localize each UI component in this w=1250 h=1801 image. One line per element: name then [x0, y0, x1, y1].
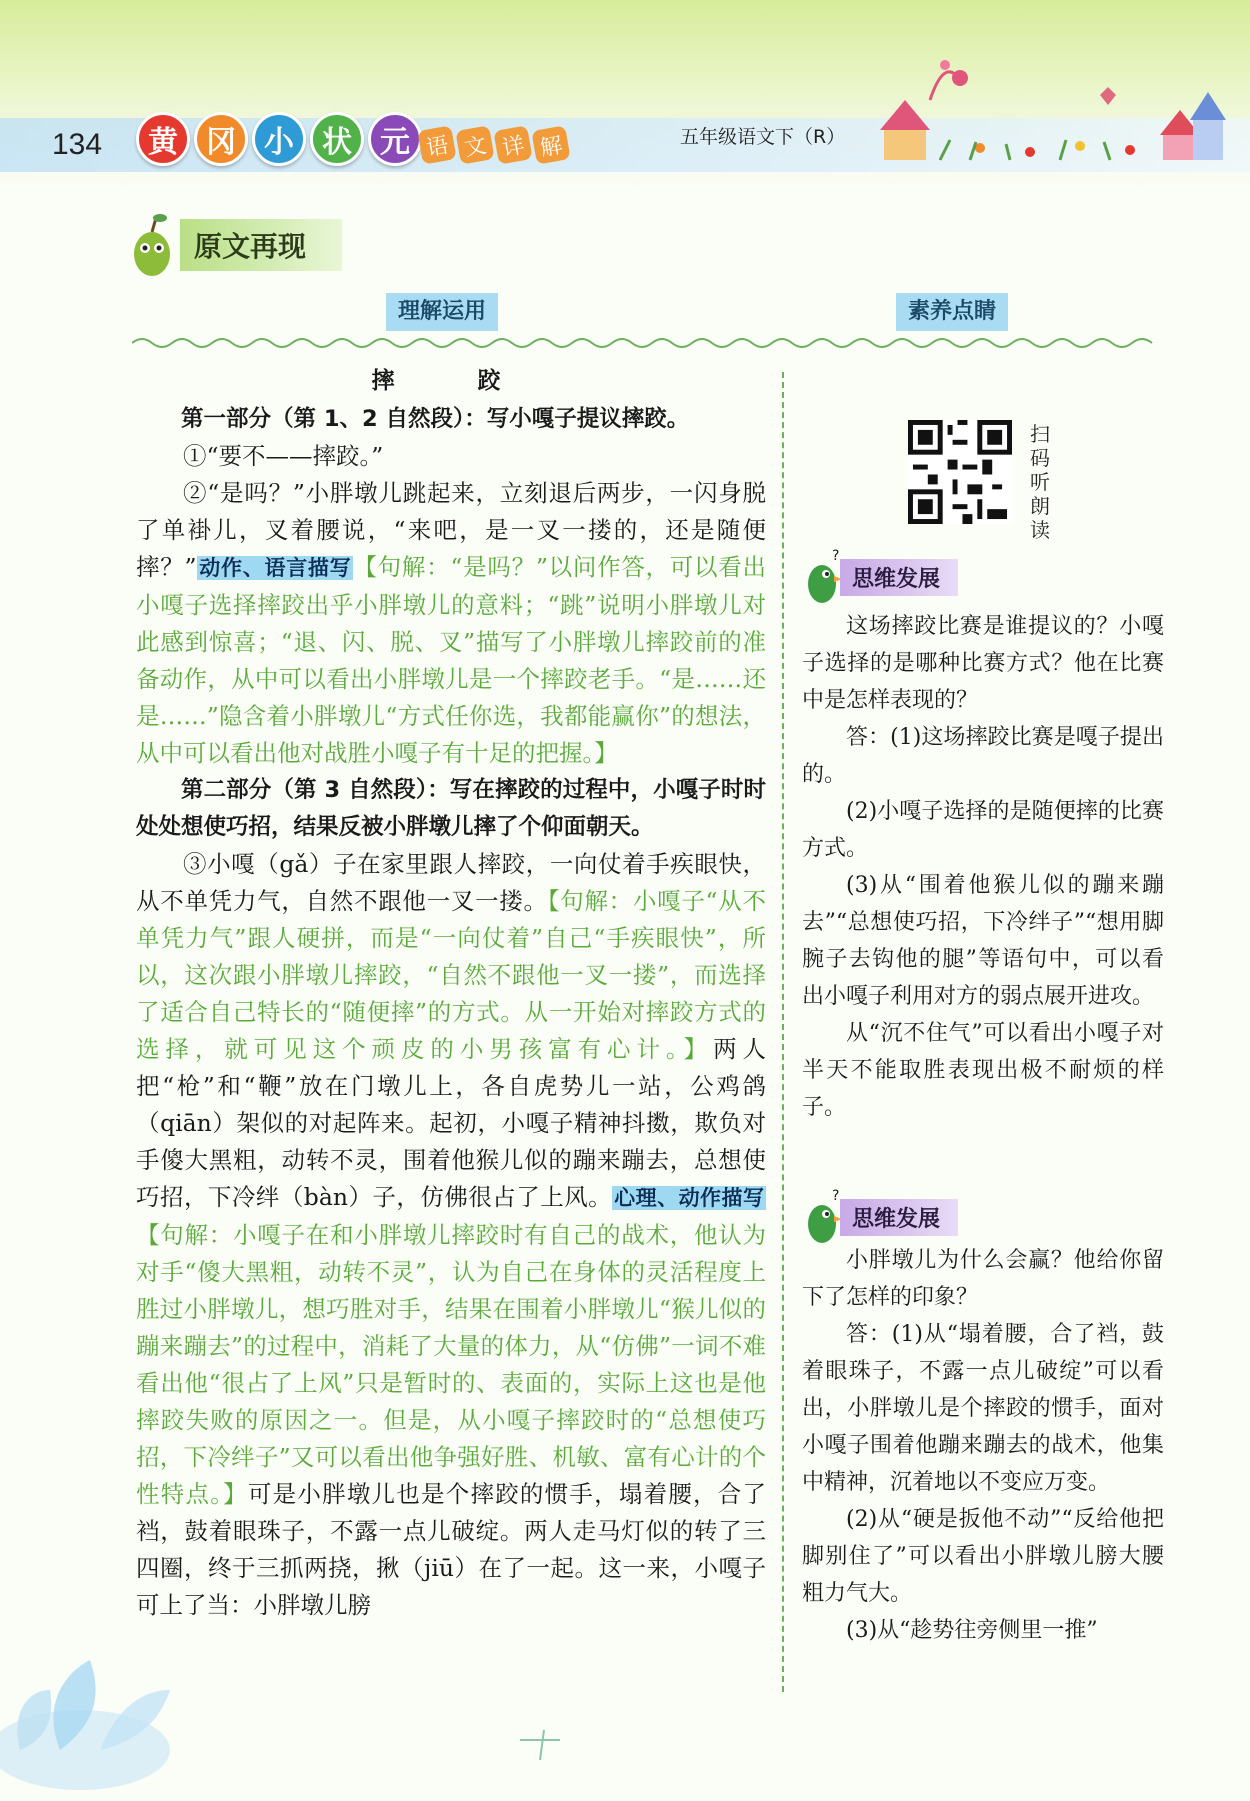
part-two-summary: 第二部分（第 3 自然段）：写在摔跤的过程中，小嘎子时时处处想使巧招，结果反被小胖墩儿摔了个仰面朝天。 [136, 777, 766, 840]
answer: (3)从“趁势往旁侧里一推” [846, 1618, 1098, 1643]
svg-text:?: ? [832, 1188, 840, 1204]
question: 这场摔跤比赛是谁提议的？小嘎子选择的是哪种比赛方式？他在比赛中是怎样表现的？ [802, 614, 1164, 713]
paragraph-3-text-3: 可是小胖墩儿也是个摔跤的惯手，塌着腰，合了裆，鼓着眼珠子，不露一点儿破绽。两人走马灯似的转了三四圈，终于三抓两挠，揪（jiū）在了一起。这一来，小嘎子可上了当：小胖墩儿膀 [136, 1480, 767, 1619]
answer: 从“沉不住气”可以看出小嘎子对半天不能取胜表现出极不耐烦的样子。 [802, 1021, 1164, 1120]
brand-logo [136, 112, 422, 166]
column-divider [782, 372, 784, 1692]
brand-sub-char: 文 [455, 125, 494, 164]
brand-char: 冈 [194, 112, 248, 166]
brand-char: 小 [252, 112, 306, 166]
grade-label: 五年级语文下（R） [680, 126, 846, 148]
answer: 答：(1)从“塌着腰，合了裆，鼓着眼珠子，不露一点儿破绽”可以看出，小胖墩儿是个摔跤的惯手，面对小嘎子围着他蹦来蹦去的战术，他集中精神，沉着地以不变应万变。 [802, 1322, 1164, 1495]
thinking-development-header [802, 548, 958, 606]
brand-char: 元 [368, 112, 422, 166]
answer: (2)从“硬是扳他不动”“反给他把脚别住了”可以看出小胖墩儿膀大腰粗力气大。 [802, 1507, 1164, 1606]
decoration-houses-icon [870, 60, 1240, 190]
technique-tag: 动作、语言描写 [198, 556, 352, 580]
part-one-summary: 第一部分（第 1、2 自然段）：写小嘎子提议摔跤。 [181, 406, 690, 432]
paragraph-3 [136, 846, 766, 1624]
paragraph-3-text-1: ③小嘎（gǎ）子在家里跟人摔跤，一向仗着手疾眼快，从不单凭力气，自然不跟他一叉一搂。 [136, 850, 766, 915]
brand-char: 黄 [136, 112, 190, 166]
left-column-heading: 理解运用 [386, 293, 498, 331]
right-column-heading: 素养点睛 [896, 293, 1008, 331]
pear-mascot-icon [130, 210, 174, 280]
brand-sub-char: 详 [493, 125, 532, 164]
paragraph-1: ①“要不——摔跤。” [183, 442, 384, 470]
paragraph-2-text: ②“是吗？”小胖墩儿跳起来，立刻退后两步，一闪身脱了单褂儿，叉着腰说，“来吧，是一叉一搂的，还是随便摔？” [136, 479, 766, 581]
qr-code-icon[interactable] [908, 420, 1012, 524]
sentence-note: 【句解：“是吗？”以问作答，可以看出小嘎子选择摔跤出乎小胖墩儿的意料；“跳”说明小胖墩儿对此感到惊喜；“退、闪、脱、叉”描写了小胖墩儿摔跤前的准备动作，从中可以看出小胖墩儿是一个摔跤老手。“是……还是……”隐含着小胖墩儿“方式任你选，我都能赢你”的想法，从中可以看出他对战胜小嘎子有十足的把握。】 [136, 553, 767, 767]
thinking-2-content [802, 1242, 1164, 1649]
brand-sub-char: 语 [417, 125, 456, 164]
article-column [136, 362, 766, 1624]
thinking-development-header [802, 1188, 958, 1246]
thinking-1-content [802, 608, 1164, 1126]
lotus-decoration-icon [0, 1600, 700, 1800]
answer: (2)小嘎子选择的是随便摔的比赛方式。 [802, 799, 1164, 861]
answer: (3)从“围着他猴儿似的蹦来蹦去”“总想使巧招，下冷绊子”“想用脚腕子去钩他的腿”等语句中，可以看出小嘎子利用对方的弱点展开进攻。 [802, 873, 1164, 1009]
brand-subtitle [420, 128, 568, 162]
brand-char: 状 [310, 112, 364, 166]
page-number: 134 [52, 128, 103, 161]
section-title [130, 210, 342, 280]
sentence-note: 【句解：小嘎子在和小胖墩儿摔跤时有自己的战术，他认为对手“傻大黑粗，动转不灵”，认为自己在身体的灵活程度上胜过小胖墩儿，想巧胜对手，结果在围着小胖墩儿“猴儿似的蹦来蹦去”的过程中，消耗了大量的体力，从“仿佛”一词不难看出他“很占了上风”只是暂时的、表面的，实际上这也是他摔跤失败的原因之一。但是，从小嘎子摔跤时的“总想使巧招，下冷绊子”又可以看出他争强好胜、机敏、富有心计的个性特点。】 [136, 1221, 766, 1508]
svg-text:?: ? [832, 548, 840, 564]
section-title-text: 原文再现 [180, 219, 342, 271]
wave-divider [132, 335, 1164, 351]
article-title: 摔 跤 [371, 367, 531, 394]
question: 小胖墩儿为什么会赢？他给你留下了怎样的印象？ [802, 1248, 1164, 1310]
thinking-label: 思维发展 [840, 1199, 958, 1236]
thinking-label: 思维发展 [840, 559, 958, 596]
answer: 答：(1)这场摔跤比赛是嘎子提出的。 [802, 725, 1164, 787]
paragraph-3-text-2: 两人把“枪”和“鞭”放在门墩儿上，各自虎势儿一站，公鸡鸽（qiān）架似的对起阵来。起初，小嘎子精神抖擞，欺负对手傻大黑粗，动转不灵，围着他猴儿似的蹦来蹦去，总想使巧招，下冷绊（bàn）子，仿佛很占了上风。 [136, 1035, 767, 1211]
technique-tag: 心理、动作描写 [614, 1186, 764, 1210]
paragraph-2 [136, 475, 766, 772]
brand-sub-char: 解 [531, 125, 570, 164]
scan-to-listen-label: 扫码听朗读 [1030, 422, 1050, 542]
sentence-note: 【句解：小嘎子“从不单凭力气”跟人硬拼，而是“一向仗着”自己“手疾眼快”，所以，这次跟小胖墩儿摔跤，“自然不跟他一叉一搂”，而选择了适合自己特长的“随便摔”的方式。从一开始对摔跤方式的选择，就可见这个顽皮的小男孩富有心计。】 [136, 887, 766, 1063]
